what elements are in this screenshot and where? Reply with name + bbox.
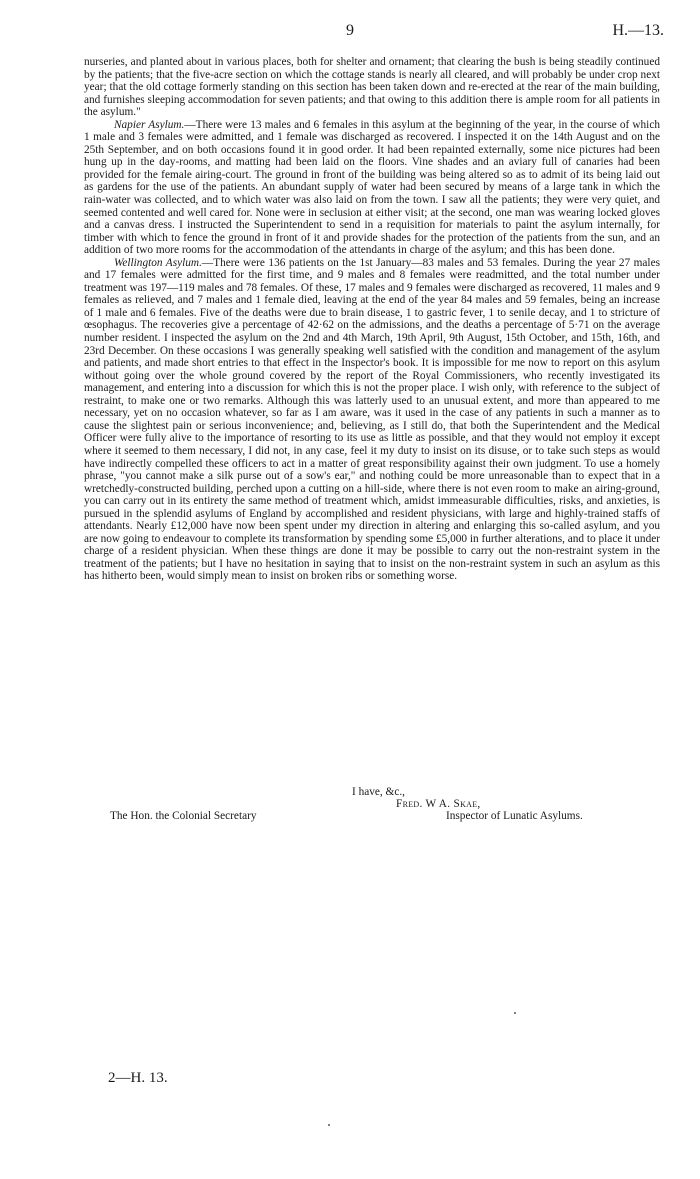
paragraph-napier [84,119,660,257]
paper-speck [328,1124,330,1126]
napier-text: —There were 13 males and 6 females in this asylum at the beginning of the year, in the course of which 1 male and 3 females were admitted, and 1 female was discharged as recovered. I inspected it on the 14th August and on the 25th September, and on both occasions found it in good order. It had been repainted externally, some nice pictures had been hung up in the day-rooms, and matting had been laid on the floors. Vine shades and an aviary full of canaries had been provided for the female airing-court. The ground in front of the building was being altered so as to admit of its being laid out as gardens for the use of the patients. An abundant supply of water had been secured by means of a large tank in which the rain-water was collected, and to which water was also laid on from the town. I saw all the patients; they were very quiet, and seemed contented and well cared for. None were in seclusion at either visit; at the second, one man was wearing locked gloves and a canvas dress. I instructed the Superintendent to send in a requisition for materials to paint the asylum internally, for timber with which to fence the ground in front of it and provide shades for the protection of the patients from the sun, and an addition of two more rooms for the accommodation of the attendants in charge of the asylum; and this has been done. [84,118,660,257]
addressee: The Hon. the Colonial Secretary [110,810,257,822]
paper-speck [514,1012,516,1014]
signature: Fred. W A. Skae, [396,798,481,810]
document-reference: H.—13. [612,22,664,39]
printer-signature-mark: 2—H. 13. [108,1070,168,1086]
paragraph-cottage: nurseries, and planted about in various places, both for shelter and ornament; that clearing the bush is being steadily continued by the patients; that the five-acre section on which the cottage stands is nearly all cleared, and will probably be under crop next year; that the old cottage formerly standing on this section has been taken down and re-erected at the rear of the main building, and furnishes sleeping accommodation for seven patients; and that owing to this addition there is ample room for all patients in the asylum." [84,56,660,119]
closing-salutation: I have, &c., [352,786,406,798]
paragraph-wellington [84,257,660,583]
report-body [84,56,660,583]
page-number: 9 [346,22,354,39]
wellington-heading: Wellington Asylum. [114,256,202,269]
signer-title: Inspector of Lunatic Asylums. [446,810,583,822]
napier-heading: Napier Asylum. [114,118,185,131]
wellington-text: —There were 136 patients on the 1st January—83 males and 53 females. During the year 27 males and 17 females were admitted for the first time, and 9 males and 8 females were readmitted, and the total number under treatment was 197—119 males and 78 females. Of these, 17 males and 9 females were discharged as recovered, 11 males and 9 females as relieved, and 7 males and 1 female died, leaving at the end of the year 84 males and 59 females, being an increase of 1 male and 6 females. Five of the deaths were due to brain disease, 1 to gastric fever, 1 to senile decay, and 1 to stricture of œsophagus. The recoveries give a percentage of 42·62 on the admissions, and the deaths a percentage of 5·71 on the average number resident. I inspected the asylum on the 2nd and 4th March, 19th April, 9th August, 15th October, and 15th, 16th, and 23rd December. On these occasions I was generally speaking well satisfied with the condition and management of the asylum and patients, and made short entries to that effect in the Inspector's book. It is impossible for me now to report on this asylum without going over the whole ground covered by the report of the Royal Commissioners, who recently investigated its management, and entering into a discussion for which this is not the proper place. I wish only, with reference to the subject of restraint, to make one or two remarks. Although this was latterly used to an unusual extent, and more than appeared to me necessary, yet on no occasion whatever, so far as I am aware, was it used in the case of any patients in such a manner as to cause the slightest pain or serious inconvenience; and, believing, as I still do, that both the Superintendent and the Medical Officer were fully alive to the importance of resorting to its use as little as possible, and that they would not employ it except where it seemed to them necessary, I did not, in any case, feel it my duty to insist on its disuse, or to take such steps as would have indirectly compelled these officers to act in a matter of great responsibility against their own judgment. To use a homely phrase, "you cannot make a silk purse out of a sow's ear," and nothing could be more unreasonable than to expect that in a wretchedly-constructed building, perched upon a cutting on a hill-side, where there is not even room to make an airing-ground, you can carry out in its entirety the same method of treatment which, amidst immeasurable difficulties, risks, and anxieties, is pursued in the splendid asylums of England by accomplished and resident physicians, with large and highly-trained staffs of attendants. Nearly £12,000 have now been spent under my direction in altering and enlarging this so-called asylum, and you are now going to endeavour to complete its transformation by spending some £5,000 in further alterations, and to place it under charge of a resident physician. When these things are done it may be possible to carry out the non-restraint system in the treatment of the patients; but I have no hesitation in saying that to insist on the non-restraint system in such an asylum as this has hitherto been, would simply mean to insist on broken ribs or something worse. [84,256,660,583]
